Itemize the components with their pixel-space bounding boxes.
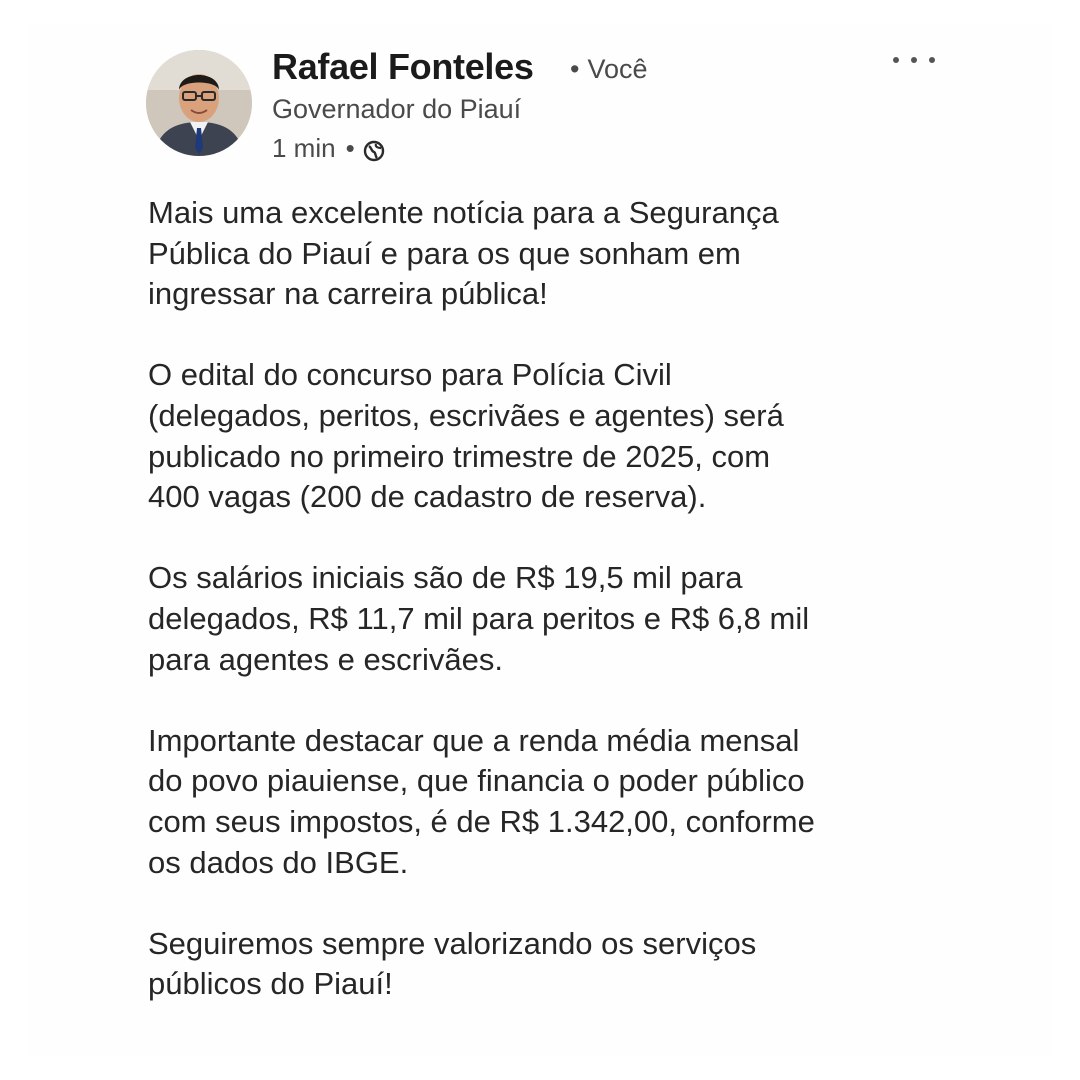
more-dot xyxy=(929,57,935,63)
post-line: (delegados, peritos, escrivães e agentes) será xyxy=(148,397,784,433)
author-headline: Governador do Piauí xyxy=(272,94,522,124)
post-line: ingressar na carreira pública! xyxy=(148,276,548,312)
post-paragraph xyxy=(148,721,948,883)
more-dot xyxy=(893,57,899,63)
post-line: Pública do Piauí e para os que sonham em xyxy=(148,235,741,271)
post-line: os dados do IBGE. xyxy=(148,844,409,880)
post-line: publicado no primeiro trimestre de 2025, com xyxy=(148,438,771,474)
post-line: Importante destacar que a renda média mensal xyxy=(148,722,800,758)
globe-icon xyxy=(363,138,385,160)
author-name[interactable]: Rafael Fonteles xyxy=(272,46,534,87)
post-paragraph xyxy=(148,193,948,315)
post-line: com seus impostos, é de R$ 1.342,00, conforme xyxy=(148,803,815,839)
more-options-icon[interactable] xyxy=(893,48,935,72)
separator-dot: • xyxy=(570,54,580,84)
post-line: públicos do Piauí! xyxy=(148,966,393,1002)
post-line: do povo piauiense, que financia o poder público xyxy=(148,763,805,799)
post-body xyxy=(148,193,948,1045)
post-meta xyxy=(272,133,385,164)
post-time: 1 min xyxy=(272,133,336,163)
post-line: delegados, R$ 11,7 mil para peritos e R$ 6,8 mil xyxy=(148,600,810,636)
connection-degree xyxy=(570,54,648,85)
more-dot xyxy=(911,57,917,63)
author-avatar[interactable] xyxy=(146,50,252,156)
connection-degree-label: Você xyxy=(587,54,648,84)
post-line: O edital do concurso para Polícia Civil xyxy=(148,357,672,393)
post-paragraph xyxy=(148,924,948,1005)
post-line: para agentes e escrivães. xyxy=(148,641,503,677)
separator-dot: • xyxy=(345,133,355,163)
post-line: Seguiremos sempre valorizando os serviços xyxy=(148,925,757,961)
post-paragraph xyxy=(148,355,948,517)
post-paragraph xyxy=(148,558,948,680)
post-line: 400 vagas (200 de cadastro de reserva). xyxy=(148,479,707,515)
avatar-photo-icon xyxy=(146,50,252,156)
post-line: Mais uma excelente notícia para a Segurança xyxy=(148,195,779,230)
post-line: Os salários iniciais são de R$ 19,5 mil para xyxy=(148,560,743,596)
